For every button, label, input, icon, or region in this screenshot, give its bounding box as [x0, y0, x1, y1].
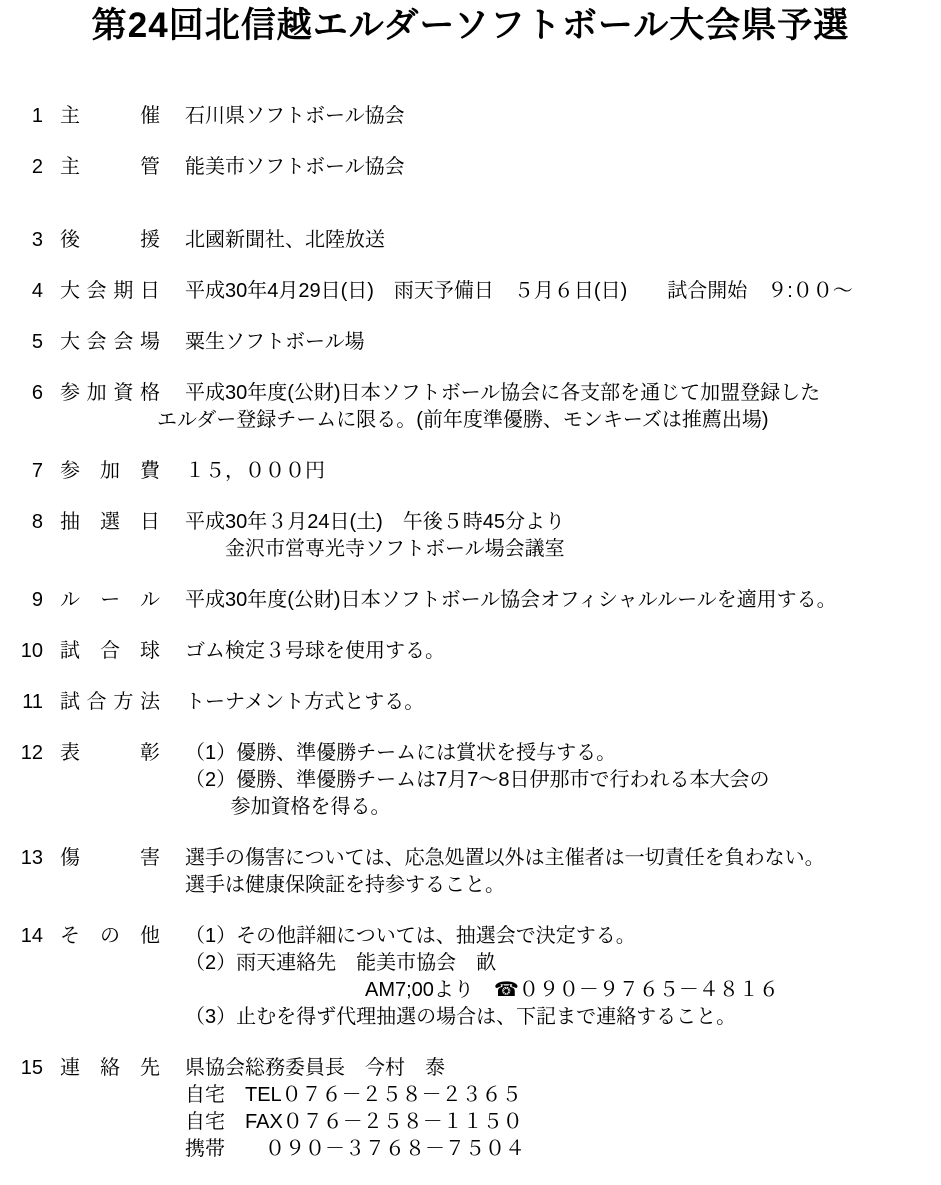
item-number: 9 — [31, 589, 43, 611]
doc-item-5 — [0, 329, 941, 356]
item-content — [157, 380, 941, 434]
item-number: 7 — [31, 460, 43, 482]
item-line: 金沢市営専光寺ソフトボール場会議室 — [185, 538, 565, 560]
doc-item-8 — [0, 509, 941, 563]
item-label: ルール — [60, 589, 160, 611]
item-label: 連絡先 — [60, 1057, 160, 1079]
item-content — [185, 103, 941, 130]
item-line: 携帯 ０９０－３７６８－７５０４ — [185, 1138, 525, 1160]
items-list — [0, 103, 941, 1163]
doc-item-2 — [0, 154, 941, 181]
item-content — [185, 509, 941, 563]
doc-item-10 — [0, 638, 941, 665]
item-content — [185, 923, 941, 1031]
item-line: 選手は健康保険証を持参すること。 — [185, 874, 505, 896]
item-line: 参加資格を得る。 — [185, 796, 391, 818]
item-label: 表彰 — [60, 742, 160, 764]
item-line: エルダー登録チームに限る。(前年度準優勝、モンキーズは推薦出場) — [157, 409, 769, 431]
item-line: 石川県ソフトボール協会 — [185, 105, 405, 127]
item-line: 自宅 FAX０７６－２５８－１１５０ — [185, 1111, 523, 1133]
doc-item-3 — [0, 227, 941, 254]
item-content — [185, 845, 941, 899]
item-content — [185, 587, 941, 614]
item-label: 試合方法 — [60, 691, 160, 713]
item-line: （3）止むを得ず代理抽選の場合は、下記まで連絡すること。 — [185, 1006, 737, 1028]
doc-item-15 — [0, 1055, 941, 1163]
item-line: １５，０００円 — [185, 460, 325, 482]
item-label: 主催 — [60, 105, 160, 127]
item-number: 10 — [20, 640, 43, 662]
item-content — [185, 638, 941, 665]
item-label: 大会会場 — [60, 331, 160, 353]
item-label: 後援 — [60, 229, 160, 251]
item-line: 平成30年度(公財)日本ソフトボール協会に各支部を通じて加盟登録した — [185, 382, 821, 404]
item-label: 試合球 — [60, 640, 160, 662]
item-number: 12 — [20, 742, 43, 764]
item-content — [185, 329, 941, 356]
item-line: 選手の傷害については、応急処置以外は主催者は一切責任を負わない。 — [185, 847, 825, 869]
item-line: （2）雨天連絡先 能美市協会 畝 — [185, 952, 497, 974]
item-number: 14 — [20, 925, 43, 947]
item-line: 粟生ソフトボール場 — [185, 331, 365, 353]
item-content — [185, 689, 941, 716]
item-number: 5 — [31, 331, 43, 353]
item-label: 参加費 — [60, 460, 160, 482]
item-content — [185, 458, 941, 485]
item-line: 平成30年4月29日(日) 雨天予備日 ５月６日(日) 試合開始 ９:００～ — [185, 280, 853, 302]
doc-item-4 — [0, 278, 941, 305]
item-label: その他 — [60, 925, 160, 947]
item-line: 自宅 TEL０７６－２５８－２３６５ — [185, 1084, 522, 1106]
item-label: 抽選日 — [60, 511, 160, 533]
item-content — [185, 1055, 941, 1163]
item-number: 3 — [31, 229, 43, 251]
doc-item-12 — [0, 740, 941, 821]
item-label: 大会期日 — [60, 280, 160, 302]
item-number: 4 — [31, 280, 43, 302]
item-line: AM7;00より ☎０９０－９７６５－４８１６ — [185, 979, 779, 1001]
item-line: （1）その他詳細については、抽選会で決定する。 — [185, 925, 636, 947]
item-number: 13 — [20, 847, 43, 869]
item-line: トーナメント方式とする。 — [185, 691, 425, 713]
item-content — [185, 227, 941, 254]
item-number: 15 — [20, 1057, 43, 1079]
item-line: 平成30年３月24日(土) 午後５時45分より — [185, 511, 566, 533]
doc-item-1 — [0, 103, 941, 130]
item-number: 2 — [31, 156, 43, 178]
doc-item-7 — [0, 458, 941, 485]
item-line: 北國新聞社、北陸放送 — [185, 229, 385, 251]
doc-item-6 — [0, 380, 941, 434]
item-number: 6 — [31, 382, 43, 404]
item-label: 傷害 — [60, 847, 160, 869]
doc-item-9 — [0, 587, 941, 614]
item-line: 平成30年度(公財)日本ソフトボール協会オフィシャルルールを適用する。 — [185, 589, 837, 611]
item-line: （2）優勝、準優勝チームは7月7～8日伊那市で行われる本大会の — [185, 769, 770, 791]
doc-item-11 — [0, 689, 941, 716]
item-number: 1 — [31, 105, 43, 127]
item-line: （1）優勝、準優勝チームには賞状を授与する。 — [185, 742, 617, 764]
doc-item-14 — [0, 923, 941, 1031]
item-content — [185, 278, 941, 305]
item-line: 県協会総務委員長 今村 泰 — [185, 1057, 445, 1079]
page-title: 第24回北信越エルダーソフトボール大会県予選 — [91, 6, 850, 45]
doc-item-13 — [0, 845, 941, 899]
item-line: ゴム検定３号球を使用する。 — [185, 640, 445, 662]
item-line: 能美市ソフトボール協会 — [185, 156, 405, 178]
item-label: 参加資格 — [60, 382, 160, 404]
item-content — [185, 740, 941, 821]
item-number: 11 — [22, 691, 43, 713]
item-content — [185, 154, 941, 181]
item-number: 8 — [31, 511, 43, 533]
item-label: 主管 — [60, 156, 160, 178]
